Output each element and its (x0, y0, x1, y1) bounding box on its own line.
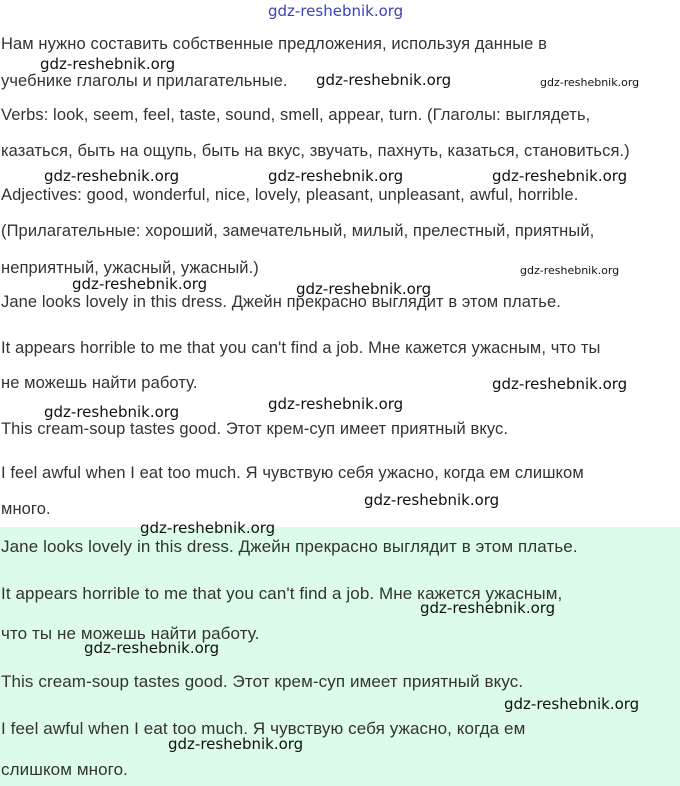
watermark-text: gdz-reshebnik.org (44, 167, 180, 185)
watermark-text: gdz-reshebnik.org (520, 264, 620, 277)
watermark-text: gdz-reshebnik.org (540, 76, 640, 89)
answer-line-2: It appears horrible to me that you can't find a job. Мне кажется ужасным, (1, 584, 563, 603)
watermark-text: gdz-reshebnik.org (492, 167, 628, 185)
intro-line-2: учебнике глаголы и прилагательные. (1, 72, 288, 90)
site-header-watermark: gdz-reshebnik.org (268, 2, 404, 20)
answer-line-1: Jane looks lovely in this dress. Джейн прекрасно выглядит в этом платье. (1, 537, 578, 556)
watermark-text: gdz-reshebnik.org (44, 403, 180, 421)
watermark-text: gdz-reshebnik.org (40, 55, 176, 73)
watermark-text: gdz-reshebnik.org (364, 491, 500, 509)
answer-line-4: This cream-soup tastes good. Этот крем-суп имеет приятный вкус. (1, 672, 524, 691)
watermark-text: gdz-reshebnik.org (316, 71, 452, 89)
example-sentence-1: Jane looks lovely in this dress. Джейн прекрасно выглядит в этом платье. (1, 293, 561, 311)
watermark-text: gdz-reshebnik.org (84, 639, 220, 657)
watermark-text: gdz-reshebnik.org (296, 280, 432, 298)
watermark-text: gdz-reshebnik.org (268, 167, 404, 185)
adjectives-line-2: (Прилагательные: хороший, замечательный, милый, прелестный, приятный, (1, 222, 595, 240)
watermark-text: gdz-reshebnik.org (72, 275, 208, 293)
verbs-line-2: казаться, быть на ощупь, быть на вкус, звучать, пахнуть, казаться, становиться.) (1, 142, 630, 160)
watermark-text: gdz-reshebnik.org (504, 695, 640, 713)
example-sentence-4a: I feel awful when I eat too much. Я чувствую себя ужасно, когда ем слишком (1, 464, 584, 482)
answer-line-5: I feel awful when I eat too much. Я чувствую себя ужасно, когда ем (1, 719, 526, 738)
watermark-text: gdz-reshebnik.org (140, 519, 276, 537)
watermark-text: gdz-reshebnik.org (168, 735, 304, 753)
watermark-text: gdz-reshebnik.org (268, 395, 404, 413)
example-sentence-4b: много. (1, 500, 51, 518)
answer-line-6: слишком много. (1, 760, 128, 779)
watermark-text: gdz-reshebnik.org (492, 375, 628, 393)
adjectives-line-3: неприятный, ужасный, ужасный.) (1, 259, 259, 277)
example-sentence-2b: не можешь найти работу. (1, 374, 198, 392)
adjectives-line-1: Adjectives: good, wonderful, nice, lovely, pleasant, unpleasant, awful, horrible. (1, 186, 579, 204)
verbs-line-1: Verbs: look, seem, feel, taste, sound, smell, appear, turn. (Глаголы: выглядеть, (1, 106, 591, 124)
watermark-text: gdz-reshebnik.org (420, 599, 556, 617)
example-sentence-3: This cream-soup tastes good. Этот крем-суп имеет приятный вкус. (1, 420, 509, 438)
answer-line-3: что ты не можешь найти работу. (1, 624, 260, 643)
intro-line-1: Нам нужно составить собственные предложения, используя данные в (1, 35, 548, 53)
example-sentence-2a: It appears horrible to me that you can't find a job. Мне кажется ужасным, что ты (1, 339, 601, 357)
